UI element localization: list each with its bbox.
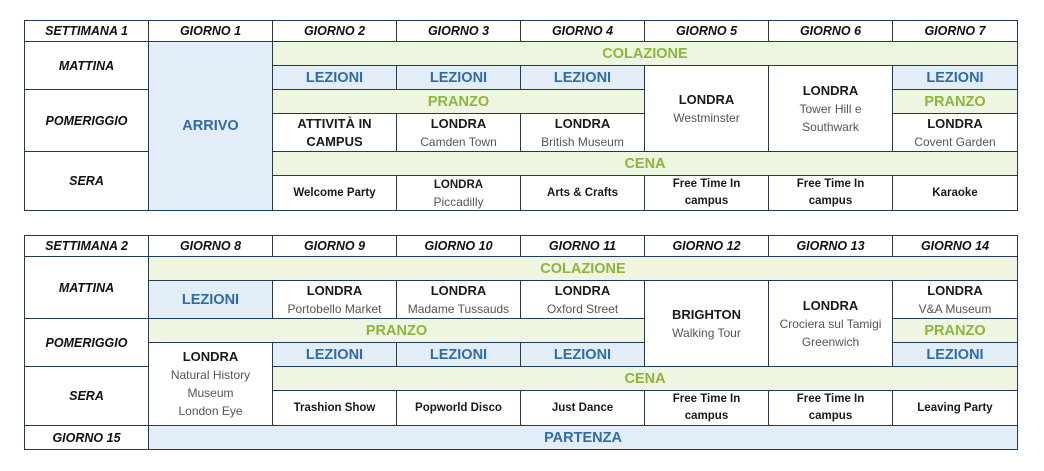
day-6-city: LONDRA: [802, 82, 859, 98]
evening-label: SERA: [25, 152, 149, 211]
day-7-lessons: LEZIONI: [893, 66, 1018, 90]
day-11-city: LONDRA: [554, 282, 611, 298]
day-14-lessons: LEZIONI: [893, 343, 1018, 367]
day-8-header: GIORNO 8: [149, 236, 273, 257]
day-2-activity-line1: ATTIVITÀ IN: [297, 115, 372, 131]
day-3-place: Camden Town: [420, 134, 497, 149]
day-9-lessons: LEZIONI: [273, 343, 397, 367]
day-13-header: GIORNO 13: [769, 236, 893, 257]
day-15-label: GIORNO 15: [25, 426, 149, 450]
day-2-lessons: LEZIONI: [273, 66, 397, 90]
lunch-band: PRANZO: [273, 90, 645, 114]
day-13-evening-line1: Free Time In: [796, 393, 865, 405]
day-8-afternoon: [149, 343, 273, 426]
day-9-header: GIORNO 9: [273, 236, 397, 257]
day-3-evening: [397, 176, 521, 211]
day-11-lessons: LEZIONI: [521, 343, 645, 367]
day-14-lunch: PRANZO: [893, 319, 1018, 343]
day-10-header: GIORNO 10: [397, 236, 521, 257]
day-7-header: GIORNO 7: [893, 21, 1018, 42]
day-8-place-line3: London Eye: [178, 404, 243, 418]
day-8-city: LONDRA: [182, 349, 239, 364]
week2-label: SETTIMANA 2: [25, 236, 149, 257]
day-12-evening-line2: campus: [684, 410, 729, 422]
day-11-morning: [521, 281, 645, 319]
day-7-evening: Karaoke: [893, 176, 1018, 211]
afternoon-label: POMERIGGIO: [25, 90, 149, 152]
week2-lunch-band: PRANZO: [149, 319, 645, 343]
day-13-evening-line2: campus: [808, 410, 853, 422]
day-12-excursion: [645, 281, 769, 367]
day-14-evening: Leaving Party: [893, 391, 1018, 426]
morning-label: MATTINA: [25, 42, 149, 90]
day-12-evening: [645, 391, 769, 426]
day-3-evening-place: Piccadilly: [433, 194, 484, 209]
day-11-header: GIORNO 11: [521, 236, 645, 257]
day-12-place: Walking Tour: [672, 325, 741, 340]
day-10-place: Madame Tussauds: [407, 301, 510, 316]
day-2-afternoon: [273, 114, 397, 152]
week2-evening-label: SERA: [25, 367, 149, 426]
day-10-morning: [397, 281, 521, 319]
day-14-place: V&A Museum: [918, 301, 992, 316]
day-13-evening: [769, 391, 893, 426]
day-2-activity-line2: CAMPUS: [306, 133, 363, 149]
day-6-excursion: [769, 66, 893, 152]
day-8-lessons: LEZIONI: [149, 281, 273, 319]
day-5-evening-line2: campus: [684, 195, 729, 207]
day-11-place: Oxford Street: [546, 301, 619, 316]
day-3-header: GIORNO 3: [397, 21, 521, 42]
day-5-header: GIORNO 5: [645, 21, 769, 42]
day-13-place-line2: Greenwich: [801, 334, 860, 349]
arrival-cell: ARRIVO: [149, 42, 273, 211]
day-13-city: LONDRA: [802, 297, 859, 313]
day-12-evening-line1: Free Time In: [672, 393, 741, 405]
week2-schedule-table: [24, 235, 1018, 450]
day-5-city: LONDRA: [678, 91, 735, 107]
day-12-city: BRIGHTON: [671, 306, 742, 322]
day-8-place-line2: Museum: [187, 386, 234, 400]
week1-schedule-table: [24, 20, 1018, 211]
day-14-city: LONDRA: [927, 282, 983, 298]
day-6-place-line1: Tower Hill e: [799, 101, 862, 116]
day-13-excursion: [769, 281, 893, 367]
day-5-place: Westminster: [673, 110, 740, 125]
day-7-lunch: PRANZO: [893, 90, 1018, 114]
day-2-header: GIORNO 2: [273, 21, 397, 42]
day-6-place-line2: Southwark: [802, 119, 859, 134]
day-3-evening-city: LONDRA: [433, 178, 484, 191]
day-14-morning: [893, 281, 1018, 319]
week1-label: SETTIMANA 1: [25, 21, 149, 42]
day-1-header: GIORNO 1: [149, 21, 273, 42]
day-10-evening: Popworld Disco: [397, 391, 521, 426]
day-10-lessons: LEZIONI: [397, 343, 521, 367]
day-2-evening: Welcome Party: [273, 176, 397, 211]
day-4-place: British Museum: [541, 134, 624, 149]
day-4-evening: Arts & Crafts: [521, 176, 645, 211]
day-6-header: GIORNO 6: [769, 21, 893, 42]
day-5-excursion: [645, 66, 769, 152]
day-9-morning: [273, 281, 397, 319]
day-8-place-line1: Natural History: [170, 368, 251, 382]
week2-morning-label: MATTINA: [25, 257, 149, 319]
day-6-evening-line2: campus: [808, 195, 853, 207]
departure-band: PARTENZA: [149, 426, 1018, 450]
day-5-evening: [645, 176, 769, 211]
week2-afternoon-label: POMERIGGIO: [25, 319, 149, 367]
day-3-afternoon: [397, 114, 521, 152]
day-4-header: GIORNO 4: [521, 21, 645, 42]
day-3-lessons: LEZIONI: [397, 66, 521, 90]
week2-breakfast-band: COLAZIONE: [149, 257, 1018, 281]
day-3-city: LONDRA: [430, 115, 487, 131]
day-4-lessons: LEZIONI: [521, 66, 645, 90]
day-7-afternoon: [893, 114, 1018, 152]
day-11-evening: Just Dance: [521, 391, 645, 426]
day-7-place: Covent Garden: [914, 134, 996, 149]
day-5-evening-line1: Free Time In: [672, 178, 741, 190]
day-4-city: LONDRA: [554, 115, 611, 131]
day-9-evening: Trashion Show: [273, 391, 397, 426]
day-14-header: GIORNO 14: [893, 236, 1018, 257]
dinner-band: CENA: [273, 152, 1018, 176]
day-9-place: Portobello Market: [287, 301, 382, 316]
breakfast-band: COLAZIONE: [273, 42, 1018, 66]
week1-header-row: [25, 21, 1018, 42]
week2-dinner-band: CENA: [273, 367, 1018, 391]
day-13-place-line1: Crociera sul Tamigi: [779, 316, 882, 331]
day-12-header: GIORNO 12: [645, 236, 769, 257]
day-6-evening-line1: Free Time In: [796, 178, 865, 190]
day-6-evening: [769, 176, 893, 211]
day-10-city: LONDRA: [430, 282, 487, 298]
day-9-city: LONDRA: [306, 282, 363, 298]
day-7-city: LONDRA: [927, 115, 983, 131]
week2-header-row: [25, 236, 1018, 257]
day-4-afternoon: [521, 114, 645, 152]
